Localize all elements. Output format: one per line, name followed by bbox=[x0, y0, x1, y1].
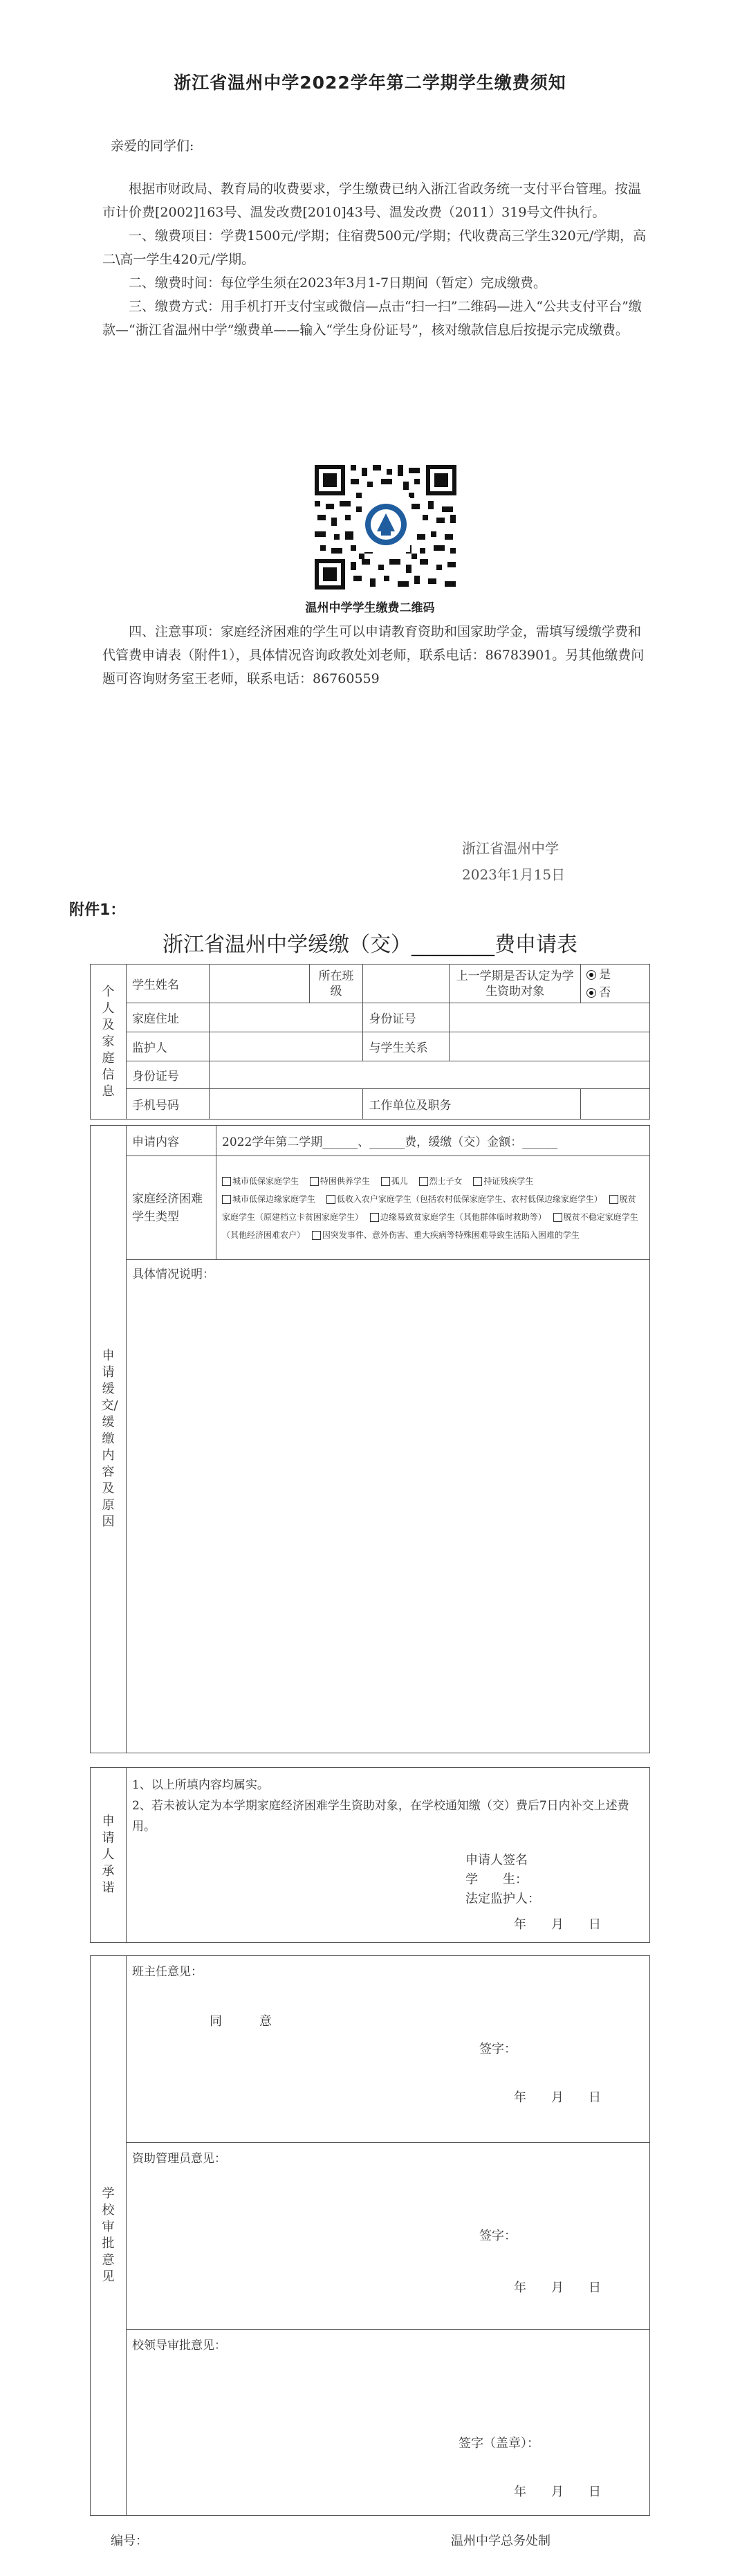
check-option-6[interactable]: 低收入农户家庭学生（包括农村低保家庭学生、农村低保边缘家庭学生） bbox=[326, 1194, 598, 1204]
greeting: 亲爱的同学们: bbox=[111, 138, 194, 154]
label-hardship-type: 家庭经济困难学生类型 bbox=[127, 1156, 216, 1260]
check-option-4[interactable]: 持证残疾学生 bbox=[473, 1176, 533, 1186]
label-relation: 与学生关系 bbox=[363, 1032, 450, 1061]
input-work-unit[interactable] bbox=[581, 1089, 650, 1120]
table-personal-info bbox=[90, 964, 650, 1120]
input-guardian[interactable] bbox=[209, 1032, 363, 1061]
aid-date: 年 月 日 bbox=[514, 2281, 601, 2295]
leader-opinion-cell[interactable] bbox=[127, 2330, 650, 2516]
hardship-type-options bbox=[216, 1156, 650, 1260]
label-details: 具体情况说明： bbox=[132, 1268, 214, 1281]
serial-number: 编号： bbox=[111, 2534, 148, 2548]
promise-2: 2、若未被认定为本学期家庭经济困难学生资助对象，在学校通知缴（交）费后7日内补交上述费用。 bbox=[132, 1799, 629, 1834]
label-work-unit: 工作单位及职务 bbox=[363, 1089, 581, 1120]
radio-no-icon bbox=[586, 988, 596, 998]
aid-status-options[interactable] bbox=[581, 965, 650, 1003]
aid-opinion-cell[interactable] bbox=[127, 2143, 650, 2330]
teacher-date: 年 月 日 bbox=[514, 2090, 601, 2105]
label-leader-opinion: 校领导审批意见： bbox=[132, 2339, 226, 2353]
label-student-name: 学生姓名 bbox=[126, 965, 209, 1003]
label-phone: 手机号码 bbox=[126, 1089, 209, 1120]
applicant-sign-block bbox=[465, 1851, 540, 1909]
radio-yes-icon bbox=[586, 970, 596, 980]
label-guardian-role[interactable]: 法定监护人： bbox=[465, 1892, 540, 1906]
qr-caption: 温州中学学生缴费二维码 bbox=[305, 601, 435, 615]
label-teacher-opinion: 班主任意见： bbox=[132, 1965, 203, 1979]
promise-1: 1、以上所填内容均属实。 bbox=[132, 1778, 269, 1792]
paragraph-method: 三、缴费方式：用手机打开支付宝或微信—点击“扫一扫”二维码—进入“公共支付平台”缴款—“浙江省温州中学”缴费单——输入“学生身份证号”，核对缴款信息后按提示完成缴费。 bbox=[102, 299, 642, 338]
option-no[interactable]: 否 bbox=[586, 984, 644, 1002]
leader-date: 年 月 日 bbox=[514, 2485, 601, 2499]
label-student-role[interactable]: 学 生： bbox=[465, 1872, 528, 1887]
promise-date: 年 月 日 bbox=[514, 1917, 601, 1932]
check-option-2[interactable]: 孤儿 bbox=[381, 1176, 408, 1186]
check-option-10[interactable]: 因突发事件、意外伤害、重大疾病等特殊困难导致生活陷入困难的学生 bbox=[312, 1230, 580, 1240]
input-relation[interactable] bbox=[450, 1032, 650, 1061]
paragraph-time: 二、缴费时间：每位学生须在2023年3月1-7日期间（暂定）完成缴费。 bbox=[129, 275, 547, 291]
issuing-office: 温州中学总务处制 bbox=[451, 2534, 551, 2548]
leader-sign: 签字（盖章）： bbox=[459, 2436, 539, 2451]
table-application bbox=[90, 1125, 650, 1753]
section-personal-label: 个人及家庭信息 bbox=[91, 965, 127, 1120]
input-apply-content[interactable]: 2022学年第二学期______、______费，缓缴（交）金额：______ bbox=[216, 1126, 650, 1156]
details-area[interactable] bbox=[127, 1260, 650, 1753]
teacher-sign: 签字： bbox=[479, 2042, 517, 2056]
check-option-1[interactable]: 特困供养学生 bbox=[310, 1176, 370, 1186]
input-home-address[interactable] bbox=[209, 1003, 363, 1032]
paragraph-items: 一、缴费项目：学费1500元/学期；住宿费500元/学期；代收费高三学生320元/学期，高二\高一学生420元/学期。 bbox=[102, 228, 647, 267]
section-promise-label: 申请人承诺 bbox=[91, 1768, 127, 1943]
check-option-5[interactable]: 城市低保边缘家庭学生 bbox=[222, 1194, 315, 1204]
input-class[interactable] bbox=[363, 965, 450, 1003]
section-application-label: 申请缓交/缓缴内容及原因 bbox=[91, 1126, 127, 1753]
option-yes[interactable]: 是 bbox=[586, 966, 644, 984]
label-guardian-id: 身份证号 bbox=[126, 1061, 209, 1089]
paragraph-notes: 四、注意事项：家庭经济困难的学生可以申请教育资助和国家助学金，需填写缓缴学费和代管费申请表（附件1），具体情况咨询政教处刘老师，联系电话：86783901。另其他缴费问题可咨询财务室王老师，联系电话：86760559 bbox=[102, 624, 645, 686]
notice-body bbox=[102, 177, 649, 342]
check-option-7[interactable]: 脱贫家庭学生（原建档立卡贫困家庭学生） bbox=[222, 1194, 636, 1222]
label-home-address: 家庭住址 bbox=[126, 1003, 209, 1032]
label-prev-semester-aid: 上一学期是否认定为学生资助对象 bbox=[450, 965, 581, 1003]
check-option-9[interactable]: 脱贫不稳定家庭学生（其他经济困难农户） bbox=[222, 1212, 638, 1240]
attachment-label: 附件1： bbox=[69, 902, 126, 919]
check-option-3[interactable]: 烈士子女 bbox=[419, 1176, 463, 1186]
payment-qr-code bbox=[315, 465, 456, 590]
label-aid-opinion: 资助管理员意见： bbox=[132, 2152, 226, 2166]
signature-school: 浙江省温州中学 bbox=[462, 840, 559, 857]
label-apply-content: 申请内容 bbox=[127, 1126, 216, 1156]
teacher-agree: 同 意 bbox=[210, 2014, 272, 2029]
input-guardian-id[interactable] bbox=[209, 1061, 649, 1089]
promise-cell bbox=[127, 1768, 650, 1943]
form-title: 浙江省温州中学缓缴（交）________费申请表 bbox=[163, 933, 577, 957]
label-applicant-sign: 申请人签名 bbox=[465, 1853, 528, 1867]
table-promise bbox=[90, 1767, 650, 1943]
notice-notes bbox=[102, 620, 649, 691]
input-phone[interactable] bbox=[209, 1089, 363, 1120]
table-approval bbox=[90, 1955, 650, 2516]
aid-sign: 签字： bbox=[479, 2229, 517, 2243]
section-approval-label: 学校审批意见 bbox=[91, 1956, 127, 2516]
label-guardian: 监护人 bbox=[126, 1032, 209, 1061]
check-option-0[interactable]: 城市低保家庭学生 bbox=[222, 1176, 299, 1186]
label-class: 所在班级 bbox=[309, 965, 363, 1003]
paragraph-intro: 根据市财政局、教育局的收费要求，学生缴费已纳入浙江省政务统一支付平台管理。按温市计价费[2002]163号、温发改费[2010]43号、温发改费（2011）319号文件执行。 bbox=[102, 181, 642, 220]
label-id-number: 身份证号 bbox=[363, 1003, 450, 1032]
input-student-name[interactable] bbox=[209, 965, 309, 1003]
teacher-opinion-cell[interactable] bbox=[127, 1956, 650, 2143]
input-id-number[interactable] bbox=[450, 1003, 650, 1032]
check-option-8[interactable]: 边缘易致贫家庭学生（其他群体临时救助等） bbox=[370, 1212, 542, 1222]
notice-title: 浙江省温州中学2022学年第二学期学生缴费须知 bbox=[174, 73, 566, 93]
signature-date: 2023年1月15日 bbox=[462, 866, 566, 883]
